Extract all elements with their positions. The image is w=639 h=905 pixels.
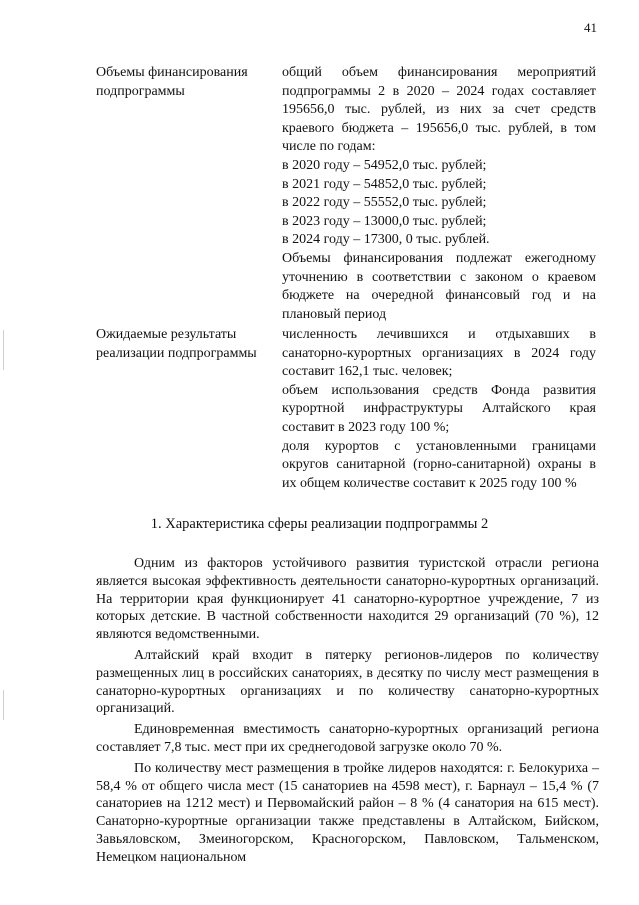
financing-line: в 2021 году – 54852,0 тыс. рублей; — [282, 176, 487, 192]
financing-line: в 2023 году – 13000,0 тыс. рублей; — [282, 213, 487, 229]
section-heading: 1. Характеристика сферы реализации подпрограммы 2 — [150, 516, 489, 532]
results-line: численность лечившихся и отдыхавших в санаторно-курортных организациях в 2024 году составит 162,1 тыс. человек; — [282, 327, 596, 380]
financing-line: в 2022 году – 55552,0 тыс. рублей; — [282, 195, 487, 211]
financing-details — [282, 64, 596, 324]
passport-row-financing — [96, 64, 596, 324]
results-line: объем использования средств Фонда развития курортной инфраструктуры Алтайского края составит в 2023 году 100 %; — [282, 382, 596, 435]
body-text — [96, 555, 599, 870]
body-paragraph: По количеству мест размещения в тройке лидеров находятся: г. Белокуриха – 58,4 % от общего числа мест (15 санаториев на 4598 мест), г. Барнаул – 15,4 % (7 санаториев на 1212 мест) и Первомайский район – 8 % (4 санатория на 615 мест). Санаторно-курортные организации также представлены в Алтайском, Бийском, Завьяловском, Змеиногорском, Красногорском, Павловском, Тальменском, Немецком национальном — [96, 760, 599, 865]
financing-line: в 2020 году – 54952,0 тыс. рублей; — [282, 157, 487, 173]
page-number: 41 — [584, 20, 597, 35]
financing-label: Объемы финансирования подпрограммы — [96, 65, 248, 99]
financing-line: общий объем финансирования мероприятий подпрограммы 2 в 2020 – 2024 годах составляет 195656,0 тыс. рублей, из них за счет средств краевого бюджета – 195656,0 тыс. рублей, в том числе по годам: — [282, 65, 596, 155]
results-details — [282, 326, 596, 493]
financing-line: Объемы финансирования подлежат ежегодному уточнению в соответствии с законом о краевом бюджете на очередной финансовый год и на плановый период — [282, 250, 596, 322]
results-line: доля курортов с установленными границами округов санитарной (горно-санитарной) охраны в их общем количестве составит к 2025 году 100 % — [282, 438, 596, 491]
body-paragraph: Единовременная вместимость санаторно-курортных организаций региона составляет 7,8 тыс. мест при их среднегодовой загрузке около 70 %. — [96, 722, 599, 755]
financing-line: в 2024 году – 17300, 0 тыс. рублей. — [282, 232, 490, 248]
scan-margin-mark — [3, 690, 4, 720]
results-label: Ожидаемые результаты реализации подпрограммы — [96, 327, 257, 361]
body-paragraph: Алтайский край входит в пятерку регионов-лидеров по количеству размещенных лиц в российских санаториях, в десятку по числу мест размещения в санаторно-курортных организациях и по количеству санаторно-курортных организаций. — [96, 647, 599, 717]
body-paragraph: Одним из факторов устойчивого развития туристской отрасли региона является высокая эффективность деятельности санаторно-курортных организаций. На территории края функционирует 41 санаторно-курортное учреждение, 7 из которых детские. В частной собственности находится 29 организаций (70 %), 12 являются ведомственными. — [96, 556, 599, 643]
passport-row-results — [96, 326, 596, 493]
scan-margin-mark — [3, 330, 4, 370]
